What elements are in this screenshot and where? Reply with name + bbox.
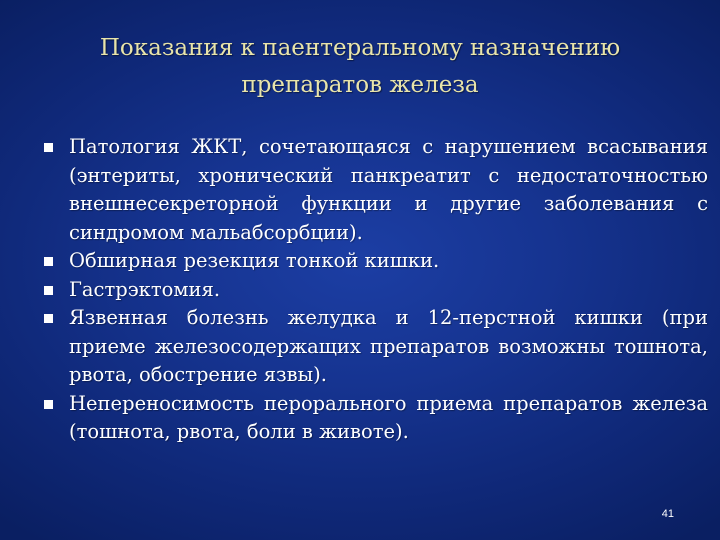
slide-title-line-2: препаратов железа — [241, 71, 479, 98]
square-bullet-icon — [44, 143, 53, 152]
square-bullet-icon — [44, 400, 53, 409]
bullet-text: Гастрэктомия. — [69, 277, 221, 301]
bullet-text: Патология ЖКТ, сочетающаяся с нарушением всасывания (энтериты, хронический панкреатит с недостаточностью внешнесекреторной функции и другие заболевания с синдромом мальабсорбции). — [69, 135, 708, 244]
slide-title-line-1: Показания к паентеральному назначению — [99, 35, 621, 61]
square-bullet-icon — [44, 314, 53, 323]
bullet-item-oral-intolerance — [44, 390, 708, 447]
bullet-text: Обширная резекция тонкой кишки. — [69, 249, 440, 272]
square-bullet-icon — [44, 286, 53, 295]
square-bullet-icon — [44, 257, 53, 266]
slide-title — [20, 30, 700, 104]
bullet-item-gi-pathology — [44, 133, 708, 247]
bullet-text: Язвенная болезнь желудка и 12-перстной кишки (при приеме железосодержащих препаратов возможны тошнота, рвота, обострение язвы). — [69, 306, 708, 386]
bullet-list — [44, 133, 708, 447]
bullet-text: Непереносимость перорального приема препаратов железа (тошнота, рвота, боли в животе). — [69, 391, 708, 443]
page-number: 41 — [661, 508, 674, 520]
bullet-item-bowel-resection — [44, 247, 708, 276]
bullet-item-peptic-ulcer — [44, 304, 708, 390]
bullet-item-gastrectomy — [44, 276, 708, 305]
